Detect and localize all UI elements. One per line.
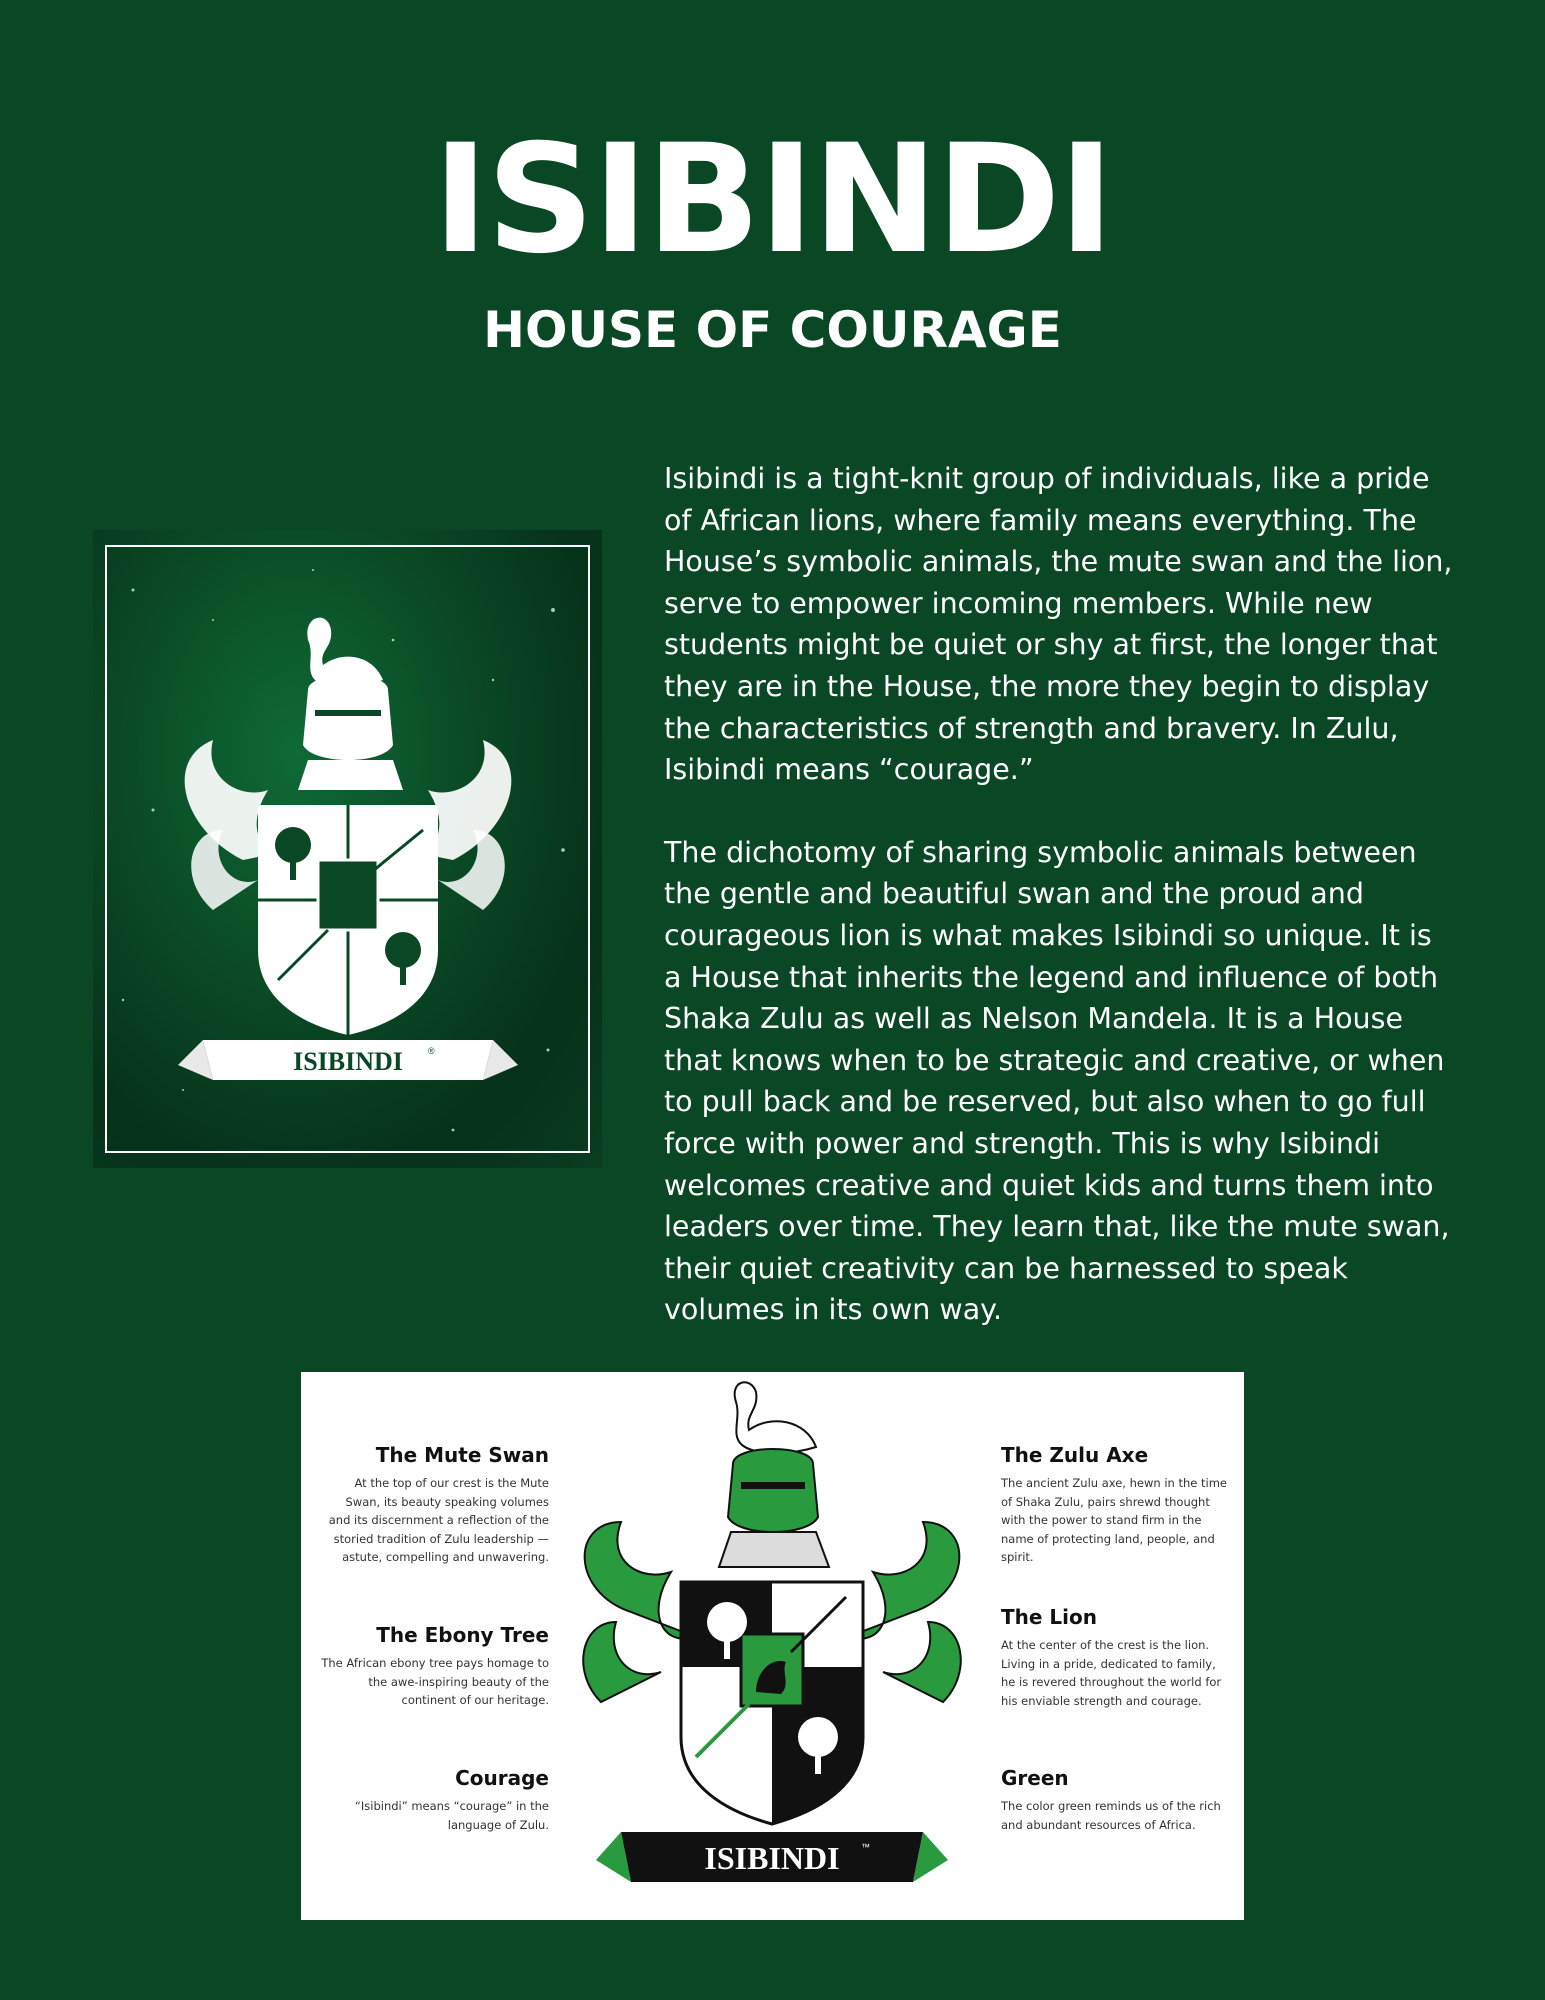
poster-banner-mark: ® [428,1046,435,1056]
page-title: ISIBINDI [432,113,1113,287]
guide-text: “Isibindi” means “courage” in the language of Zulu. [354,1799,549,1832]
guide-text: At the center of the crest is the lion. Living in a pride, dedicated to family, he is revered throughout the world for his enviable strength and courage. [1001,1638,1222,1708]
crest-guide-panel [301,1372,1244,1920]
guide-heading: The Zulu Axe [1001,1443,1149,1467]
paragraph-1: Isibindi is a tight-knit group of individuals, like a pride of African lions, where family means everything. The House’s symbolic animals, the mute swan and the lion, serve to empower incoming members. While new students might be quiet or shy at first, the longer that they are in the House, the more they begin to display the characteristics of strength and bravery. In Zulu, Isibindi means “courage.” [664,462,1453,787]
white-crest-graphic [93,530,602,1168]
guide-item-courage [321,1765,549,1834]
guide-text: The ancient Zulu axe, hewn in the time of Shaka Zulu, pairs shrewd thought with the power to stand firm in the name of protecting land, people, and spirit. [1001,1476,1227,1564]
guide-item-mute-swan [321,1442,549,1567]
crest-poster-image [93,530,602,1168]
page-subtitle: HOUSE OF COURAGE [483,301,1062,359]
guide-item-zulu-axe [1001,1442,1231,1567]
guide-text: The color green reminds us of the rich and abundant resources of Africa. [1001,1799,1221,1832]
poster-banner-text: ISIBINDI [293,1047,403,1076]
guide-heading: The Lion [1001,1605,1097,1629]
guide-item-green [1001,1765,1231,1834]
guide-item-ebony-tree [321,1622,549,1710]
guide-banner-text: ISIBINDI [704,1840,840,1876]
guide-heading: The Mute Swan [375,1443,549,1467]
guide-heading: Green [1001,1766,1069,1790]
guide-heading: The Ebony Tree [376,1623,549,1647]
paragraph-2: The dichotomy of sharing symbolic animals between the gentle and beautiful swan and the proud and courageous lion is what makes Isibindi so unique. It is a House that inherits the legend and influence of both Shaka Zulu as well as Nelson Mandela. It is a House that knows when to be strategic and creative, or when to pull back and be reserved, but also when to go full force with power and strength. This is why Isibindi welcomes creative and quiet kids and turns them into leaders over time. They learn that, like the mute swan, their quiet creativity can be harnessed to speak volumes in its own way. [664,835,1450,1327]
guide-text: At the top of our crest is the Mute Swan, its beauty speaking volumes and its discernment a reflection of the storied tradition of Zulu leadership — astute, compelling and unwavering. [328,1476,549,1564]
guide-banner-mark: ™ [861,1842,870,1852]
guide-item-lion [1001,1604,1231,1710]
intro-text [664,458,1454,1372]
guide-text: The African ebony tree pays homage to the awe-inspiring beauty of the continent of our heritage. [321,1656,549,1707]
guide-heading: Courage [455,1766,549,1790]
